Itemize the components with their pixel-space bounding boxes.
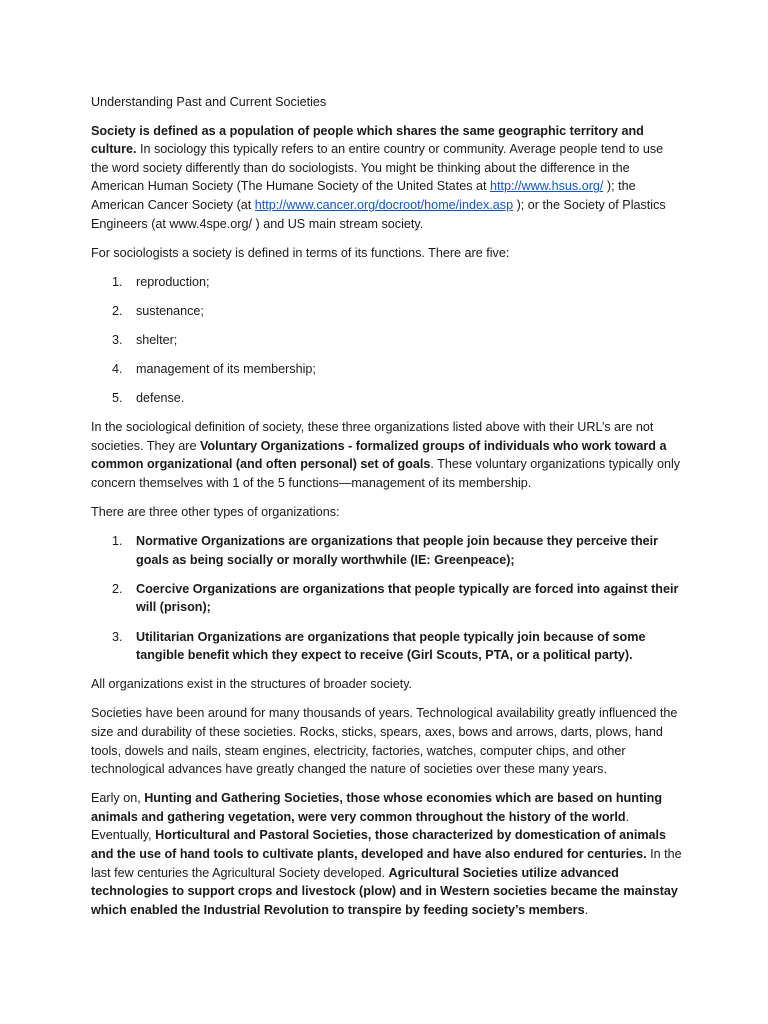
structures-paragraph: All organizations exist in the structures of broader society.	[91, 677, 413, 692]
body-text: . Eventually,	[91, 809, 630, 843]
list-text: Normative Organizations are organizations that people join because they perceive their goals as being socially or morally worthwhile (IE: Greenpeace);	[136, 534, 659, 567]
functions-intro: For sociologists a society is defined in terms of its functions. There are five:	[91, 245, 510, 260]
intro-text: ); the American Cancer Society (at	[91, 179, 636, 212]
intro-text: In sociology this typically refers to an entire country or community. Average people tend to use the word society differently than do sociologists. You might be thinking about the difference in the American Human Society (The Humane Society of the United States at	[91, 142, 664, 194]
list-number: 1.	[112, 534, 123, 549]
agricultural-definition: Agricultural Societies utilize advanced technologies to support crops and livestock (plow) and in Western societies became the mainstay which enabled the Industrial Revolution to transpire by feeding society’s members	[91, 865, 678, 917]
list-number: 1.	[112, 274, 123, 289]
voluntary-definition: Voluntary Organizations - formalized groups of individuals who work toward a common organizational (and often personal) set of goals	[91, 438, 667, 472]
list-number: 5.	[112, 391, 123, 406]
cancer-link[interactable]: http://www.cancer.org/docroot/home/index.asp	[254, 197, 514, 212]
list-text: reproduction;	[136, 274, 210, 289]
intro-paragraph	[91, 122, 682, 234]
horticultural-definition: Horticultural and Pastoral Societies, those characterized by domestication of animals and the use of hand tools to cultivate plants, developed and have also endured for centuries.	[91, 828, 667, 861]
list-number: 3.	[112, 629, 123, 644]
list-item	[91, 360, 682, 379]
list-number: 2.	[112, 303, 123, 318]
body-text: Early on,	[91, 791, 145, 806]
list-item	[91, 532, 682, 569]
hunting-gathering-definition: Hunting and Gathering Societies, those whose economies which are based on hunting animals and gathering vegetation, were very common throughout the history of the world	[91, 791, 663, 824]
hsus-link[interactable]: http://www.hsus.org/	[490, 179, 604, 194]
list-item	[91, 628, 682, 665]
body-text: . These voluntary organizations typically only concern themselves with 1 of the 5 functions—management of its membership.	[91, 457, 681, 490]
body-text: .	[584, 902, 589, 917]
list-item	[91, 331, 682, 350]
list-item	[91, 302, 682, 321]
voluntary-paragraph	[91, 418, 682, 492]
early-societies-paragraph	[91, 789, 682, 919]
body-text: In the last few centuries the Agricultural Society developed.	[91, 847, 682, 880]
list-text: shelter;	[136, 332, 178, 347]
list-number: 3.	[112, 332, 123, 347]
page-title: Understanding Past and Current Societies	[91, 95, 327, 109]
body-text: In the sociological definition of society, these three organizations listed above with their URL’s are not societies. They are	[91, 420, 654, 453]
history-paragraph: Societies have been around for many thousands of years. Technological availability greatly influenced the size and durability of these societies. Rocks, sticks, spears, axes, bows and arrows, darts, plows, hand tools, dowels and nails, steam engines, electricity, factories, watches, computer chips, and other technological advances have greatly changed the nature of societies over these many years.	[91, 706, 678, 777]
list-text: sustenance;	[136, 303, 204, 318]
organization-types-list	[91, 532, 682, 665]
functions-list	[91, 273, 682, 408]
list-number: 4.	[112, 362, 123, 377]
list-number: 2.	[112, 581, 123, 596]
intro-text: ); or the Society of Plastics Engineers (at www.4spe.org/ ) and US main stream society.	[91, 197, 666, 231]
list-item	[91, 273, 682, 292]
list-item	[91, 389, 682, 408]
list-text: Utilitarian Organizations are organizations that people typically join because of some tangible benefit which they expect to receive (Girl Scouts, PTA, or a political party).	[136, 629, 646, 663]
society-definition: Society is defined as a population of people which shares the same geographic territory and culture.	[91, 123, 644, 157]
list-text: management of its membership;	[136, 362, 316, 377]
list-text: defense.	[136, 391, 185, 406]
list-text: Coercive Organizations are organizations that people typically are forced into against their will (prison);	[136, 581, 679, 615]
types-intro: There are three other types of organizations:	[91, 505, 340, 520]
list-item	[91, 580, 682, 617]
